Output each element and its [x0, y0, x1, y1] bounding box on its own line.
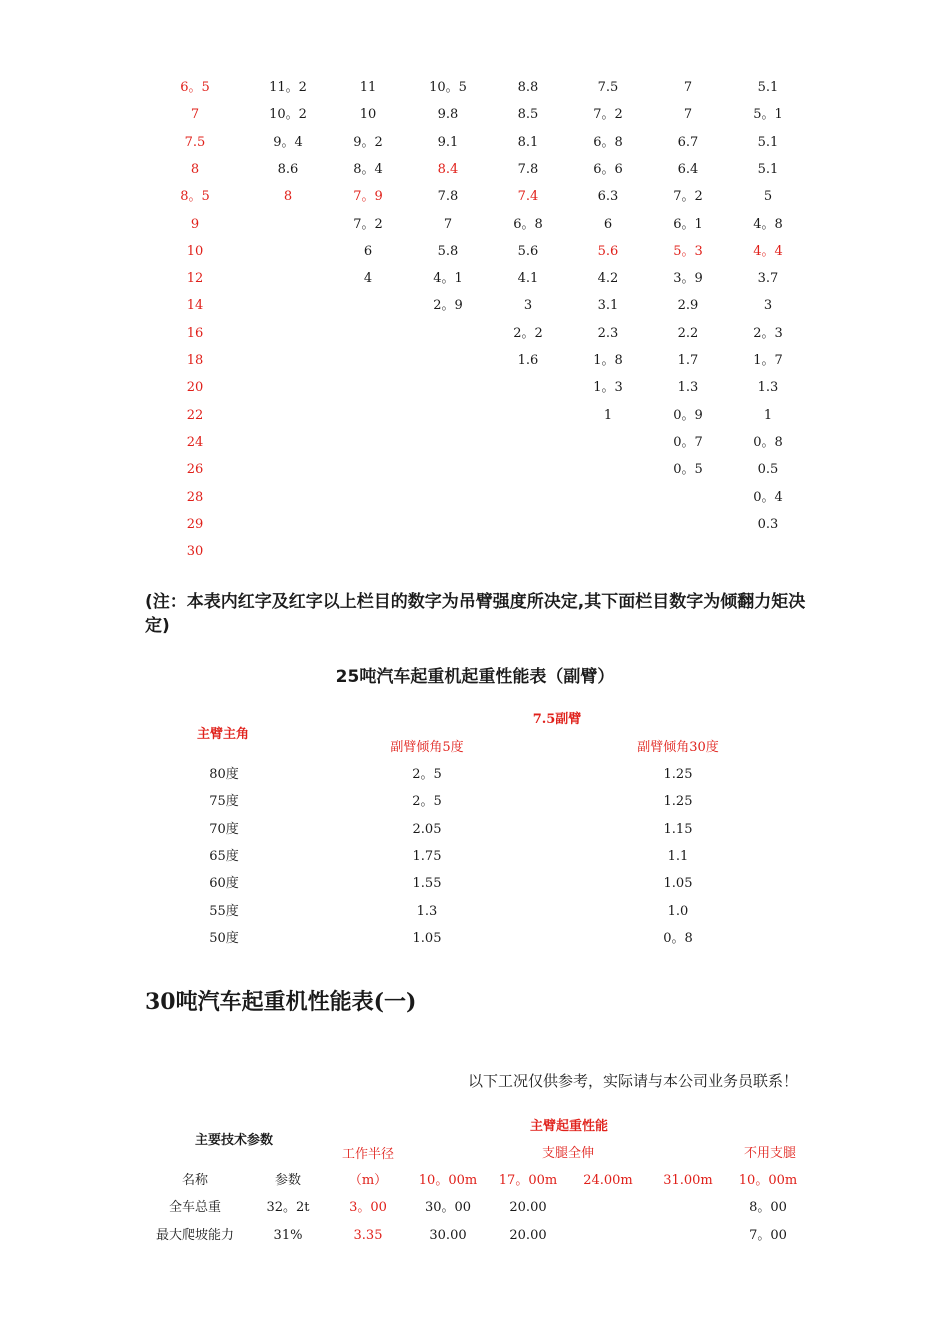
jib-30-value: 1.0 [667, 904, 689, 919]
param-name: 最大爬坡能力 [155, 1228, 234, 1243]
load-value: 0。9 [673, 408, 703, 423]
radius-label: 10 [186, 244, 204, 259]
load-value: 5。1 [753, 107, 783, 122]
jib-angle-5-header: 副臂倾角5度 [390, 740, 464, 755]
jib-30-value: 1.15 [663, 822, 693, 837]
capacity-value: 20.00 [509, 1228, 547, 1243]
radius-label: 18 [186, 353, 204, 368]
no-outriggers-header: 不用支腿 [743, 1146, 796, 1161]
jib-length-header: 7.5副臂 [532, 712, 582, 727]
load-value: 1.7 [677, 353, 699, 368]
load-value: 6。8 [513, 217, 543, 232]
load-value: 8。4 [353, 162, 383, 177]
main-angle-header: 主臂主角 [196, 727, 249, 742]
table30-title: 30吨汽车起重机性能表(一) [145, 989, 417, 1015]
load-value: 8.4 [437, 162, 459, 177]
work-radius-value: 3。00 [349, 1200, 387, 1215]
jib-5-value: 1.05 [412, 931, 442, 946]
param-value: 32。2t [266, 1200, 310, 1215]
jib-30-value: 1.1 [667, 849, 689, 864]
reference-note: 以下工况仅供参考，实际请与本公司业务员联系！ [467, 1072, 798, 1090]
load-value: 5.8 [437, 244, 459, 259]
load-value: 6 [603, 217, 613, 232]
load-value: 0。5 [673, 462, 703, 477]
angle-label: 80度 [209, 767, 239, 782]
load-value: 3.7 [757, 271, 779, 286]
load-value: 3。9 [673, 271, 703, 286]
angle-label: 55度 [209, 904, 239, 919]
param-value: 31% [273, 1228, 303, 1243]
jib-5-value: 2。5 [412, 767, 442, 782]
radius-label: 26 [186, 462, 204, 477]
load-value: 3 [763, 298, 773, 313]
load-value: 1.3 [757, 380, 779, 395]
load-value: 0。8 [753, 435, 783, 450]
load-value: 5。3 [673, 244, 703, 259]
radius-label: 22 [186, 408, 204, 423]
load-value: 1.3 [677, 380, 699, 395]
tech-params-header: 主要技术参数 [194, 1133, 273, 1148]
load-value: 6 [363, 244, 373, 259]
load-value: 7.8 [517, 162, 539, 177]
capacity-no-outrigger: 7。00 [749, 1228, 787, 1243]
load-value: 6.3 [597, 189, 619, 204]
load-value: 6.4 [677, 162, 699, 177]
load-value: 6。8 [593, 135, 623, 150]
radius-label: 30 [186, 544, 204, 559]
load-value: 4.1 [517, 271, 539, 286]
jib-5-value: 1.55 [412, 876, 442, 891]
load-value: 2。9 [433, 298, 463, 313]
radius-label: 8 [190, 162, 200, 177]
load-value: 3 [523, 298, 533, 313]
capacity-value: 30.00 [429, 1228, 467, 1243]
radius-label: 16 [186, 326, 204, 341]
jib-5-value: 1.75 [412, 849, 442, 864]
boom-length-1: 10。00m [418, 1173, 478, 1188]
radius-label: 6。5 [180, 80, 210, 95]
jib-30-value: 1.25 [663, 794, 693, 809]
load-value: 2.3 [597, 326, 619, 341]
load-value: 5.1 [757, 135, 779, 150]
param-header: 参数 [274, 1173, 301, 1188]
load-value: 7。9 [353, 189, 383, 204]
jib-5-value: 2。5 [412, 794, 442, 809]
load-value: 4。4 [753, 244, 783, 259]
load-value: 9。2 [353, 135, 383, 150]
load-value: 1.6 [517, 353, 539, 368]
radius-label: 8。5 [180, 189, 210, 204]
jib-30-value: 0。8 [663, 931, 693, 946]
load-value: 8 [283, 189, 293, 204]
jib-30-value: 1.05 [663, 876, 693, 891]
jib-30-value: 1.25 [663, 767, 693, 782]
load-value: 3.1 [597, 298, 619, 313]
load-value: 8.1 [517, 135, 539, 150]
table-note: (注：本表内红字及红字以上栏目的数字为吊臂强度所决定,其下面栏目数字为倾翻力矩决定) [145, 592, 806, 636]
work-radius-header: 工作半径 [341, 1147, 394, 1162]
load-value: 1。7 [753, 353, 783, 368]
capacity-value: 20.00 [509, 1200, 547, 1215]
load-value: 7。2 [593, 107, 623, 122]
load-value: 7.4 [517, 189, 539, 204]
main-boom-perf-header: 主臂起重性能 [529, 1119, 608, 1134]
load-value: 7.5 [597, 80, 619, 95]
load-value: 7。2 [673, 189, 703, 204]
angle-label: 75度 [209, 794, 239, 809]
load-value: 1。8 [593, 353, 623, 368]
radius-label: 7.5 [184, 135, 206, 150]
capacity-no-outrigger: 8。00 [749, 1200, 787, 1215]
jib-5-value: 2.05 [412, 822, 442, 837]
angle-label: 65度 [209, 849, 239, 864]
boom-length-3: 24.00m [583, 1173, 633, 1188]
load-value: 0。4 [753, 490, 783, 505]
load-value: 4。1 [433, 271, 463, 286]
load-value: 4。8 [753, 217, 783, 232]
radius-label: 20 [186, 380, 204, 395]
jib-5-value: 1.3 [416, 904, 438, 919]
load-value: 10。2 [269, 107, 307, 122]
load-value: 7。2 [353, 217, 383, 232]
load-value: 10 [359, 107, 377, 122]
load-value: 5 [763, 189, 773, 204]
load-value: 2.9 [677, 298, 699, 313]
load-value: 9.1 [437, 135, 459, 150]
load-value: 5.1 [757, 162, 779, 177]
load-value: 4.2 [597, 271, 619, 286]
radius-label: 28 [186, 490, 204, 505]
load-value: 7.8 [437, 189, 459, 204]
load-value: 2.2 [677, 326, 699, 341]
load-value: 1 [603, 408, 613, 423]
load-value: 9。4 [273, 135, 303, 150]
load-value: 0。7 [673, 435, 703, 450]
load-value: 5.6 [597, 244, 619, 259]
load-value: 4 [363, 271, 373, 286]
load-value: 6。1 [673, 217, 703, 232]
load-value: 10。5 [429, 80, 467, 95]
load-value: 1 [763, 408, 773, 423]
radius-label: 7 [190, 107, 200, 122]
radius-label: 9 [190, 217, 200, 232]
boom-length-2: 17。00m [498, 1173, 558, 1188]
radius-label: 12 [186, 271, 204, 286]
angle-label: 60度 [209, 876, 239, 891]
param-name: 全车总重 [168, 1200, 221, 1215]
load-value: 2。2 [513, 326, 543, 341]
load-value: 11 [359, 80, 377, 95]
load-value: 0.5 [757, 462, 779, 477]
radius-label: 14 [186, 298, 204, 313]
boom-length-4: 31.00m [663, 1173, 713, 1188]
load-value: 7 [683, 80, 693, 95]
jib-table-title: 25吨汽车起重机起重性能表（副臂） [335, 667, 615, 687]
load-value: 7 [443, 217, 453, 232]
angle-label: 50度 [209, 931, 239, 946]
load-value: 2。3 [753, 326, 783, 341]
radius-label: 24 [186, 435, 204, 450]
load-value: 5.1 [757, 80, 779, 95]
load-value: 1。3 [593, 380, 623, 395]
load-value: 8.5 [517, 107, 539, 122]
load-value: 5.6 [517, 244, 539, 259]
load-value: 0.3 [757, 517, 779, 532]
load-value: 9.8 [437, 107, 459, 122]
load-value: 8.8 [517, 80, 539, 95]
load-value: 11。2 [269, 80, 307, 95]
load-value: 8.6 [277, 162, 299, 177]
unit-label: （m） [348, 1173, 388, 1188]
load-value: 7 [683, 107, 693, 122]
radius-label: 29 [186, 517, 204, 532]
outriggers-full-header: 支腿全伸 [541, 1146, 594, 1161]
load-value: 6.7 [677, 135, 699, 150]
jib-angle-30-header: 副臂倾角30度 [637, 740, 719, 755]
name-header: 名称 [181, 1173, 208, 1188]
angle-label: 70度 [209, 822, 239, 837]
capacity-value: 30。00 [424, 1200, 472, 1215]
work-radius-value: 3.35 [353, 1228, 383, 1243]
boom-length-no-outrigger: 10。00m [738, 1173, 798, 1188]
load-value: 6。6 [593, 162, 623, 177]
